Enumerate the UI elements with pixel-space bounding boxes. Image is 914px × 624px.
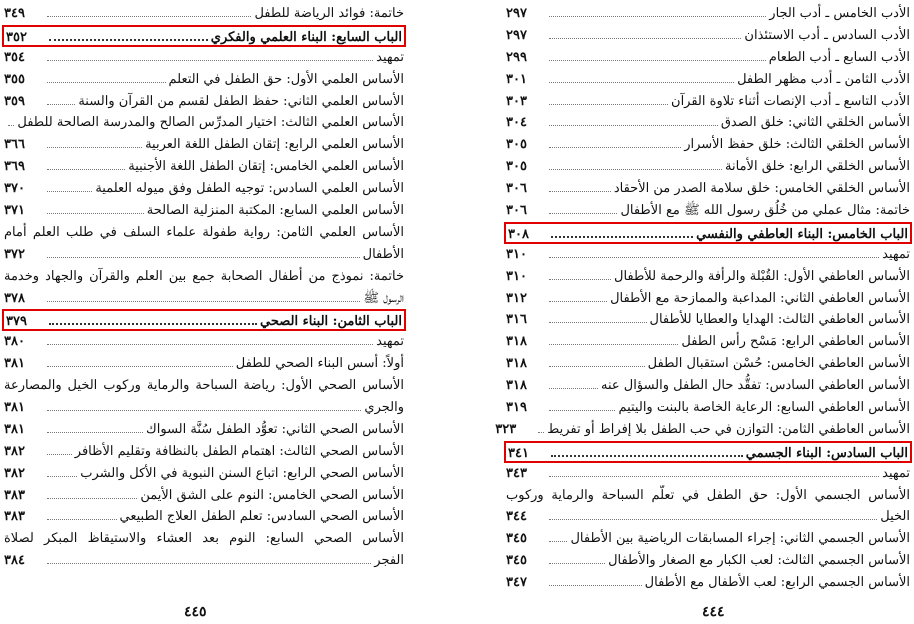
- entry-title: الأساس الصحي السابع: النوم بعد العشاء والاستيقاظ المبكر لصلاة: [4, 531, 404, 547]
- entry-title: تمهيد: [882, 246, 910, 262]
- toc-entry: [4, 419, 404, 441]
- toc-entry: [4, 112, 404, 134]
- toc-entry: [506, 309, 910, 331]
- entry-title: الأدب الثامن ـ أدب مظهر الطفل: [737, 71, 910, 87]
- dot-leader: [47, 366, 233, 367]
- entry-title: الأساس الجسمي الثاني: إجراء المسابقات الرياضية بين الأطفال: [570, 531, 910, 547]
- entry-title: الأساس العلمي الثالث: اختيار المدرِّس الصالح والمدرسة الصالحة للطفل: [17, 115, 404, 131]
- toc-entry: [506, 572, 910, 594]
- toc-list-left: [4, 3, 404, 572]
- chapter-heading: [2, 309, 406, 331]
- chapter-heading: [504, 222, 912, 244]
- entry-page-number: ٣٤١: [508, 445, 529, 461]
- dot-leader: [549, 82, 734, 83]
- entry-page-number: ٣٠٦: [506, 181, 527, 197]
- entry-page-number: ٣٧٨: [4, 290, 25, 306]
- entry-title: الأساس الجسمي الأول: حق الطفل في تعلُّم السباحة والرماية وركوب: [506, 487, 910, 503]
- entry-page-number: ٣٤٩: [4, 6, 25, 21]
- entry-title: الأساس الخلقي الرابع: خلق الأمانة: [725, 159, 910, 175]
- entry-page-number: ٣١٦: [506, 312, 527, 328]
- dot-leader: [549, 38, 741, 39]
- toc-entry: [4, 3, 404, 25]
- entry-title: الأساس العاطفي الأول: القُبْلة والرأفة والرحمة للأطفال: [614, 268, 910, 284]
- toc-entry: [506, 266, 910, 288]
- toc-entry: [4, 178, 404, 200]
- dot-leader: [538, 432, 544, 433]
- entry-title: الأساس العاطفي السابع: الرعاية الخاصة بالبنت واليتيم: [618, 400, 910, 416]
- dot-leader: [549, 279, 611, 280]
- entry-page-number: ٣٧١: [4, 203, 25, 219]
- page-number-left: ٤٤٥: [184, 604, 207, 620]
- entry-title: الأساس العلمي الثامن: رواية طفولة علماء السلف في طلب العلم أمام: [4, 224, 404, 240]
- toc-entry: [506, 69, 910, 91]
- toc-entry: [4, 331, 404, 353]
- dot-leader: [549, 169, 722, 170]
- entry-title: الأساس العلمي السابع: المكتبة المنزلية الصالحة: [146, 203, 404, 219]
- entry-page-number: ٣٨٣: [4, 487, 25, 503]
- entry-title: الباب السابع: البناء العلمي والفكري: [210, 29, 402, 45]
- entry-page-number: ٣٧٩: [6, 314, 27, 330]
- chapter-heading: [2, 25, 406, 47]
- entry-title: تمهيد: [376, 49, 404, 65]
- toc-entry: [506, 463, 910, 485]
- toc-entry: [4, 200, 404, 222]
- entry-page-number: ٣١٨: [506, 378, 527, 394]
- entry-page-number: [0, 112, 5, 134]
- entry-page-number: ٣١٩: [506, 400, 527, 416]
- dot-leader: [47, 432, 143, 433]
- dot-leader: [47, 476, 77, 477]
- entry-title: الأساس العلمي الأول: حق الطفل في التعلم: [168, 71, 404, 87]
- dot-leader: [549, 563, 605, 564]
- entry-title: الأساس الصحي السادس: تعلم الطفل العلاج الطبيعي: [119, 509, 404, 525]
- entry-title: الأساس الخلقي الثالث: خلق حفظ الأسرار: [684, 137, 910, 153]
- entry-title: الأساس الجسمي الثالث: لعب الكبار مع الصغار والأطفال: [608, 553, 910, 569]
- toc-entry: [506, 331, 910, 353]
- toc-entry: [4, 47, 404, 69]
- dot-leader: [549, 104, 668, 105]
- entry-title-continued: الرسول ﷺ: [363, 290, 404, 306]
- entry-title: الأساس الصحي الرابع: اتباع السنن النبوية في الأكل والشرب: [80, 465, 404, 481]
- entry-page-number: ٣١٠: [506, 268, 527, 284]
- entry-title: الأساس الصحي الأول: رياضة السباحة والرماية وركوب الخيل والمصارعة: [4, 378, 404, 394]
- dot-leader: [549, 388, 598, 389]
- toc-entry: [495, 419, 910, 441]
- dot-leader: [47, 104, 75, 105]
- dot-leader: [549, 125, 718, 126]
- right-page: [495, 3, 910, 624]
- entry-page-number: ٣٤٥: [506, 553, 527, 569]
- dot-leader: [47, 563, 371, 564]
- entry-page-number: ٣٠٥: [506, 159, 527, 175]
- entry-page-number: ٣١٠: [506, 246, 527, 262]
- toc-entry: [4, 91, 404, 113]
- dot-leader: [549, 60, 766, 61]
- entry-title: خاتمة: نموذج من أطفال الصحابة جمع بين العلم والقرآن والجهاد وخدمة: [4, 268, 404, 284]
- entry-title: الباب الثامن: البناء الصحي: [260, 314, 402, 330]
- toc-entry: [4, 375, 404, 419]
- gutter: [455, 0, 456, 624]
- toc-entry: [4, 528, 404, 572]
- dot-leader: [549, 410, 615, 411]
- entry-title: الأساس الخلقي الثاني: خلق الصدق: [720, 115, 910, 131]
- entry-title: أولاً: أسس البناء الصحي للطفل: [235, 356, 404, 372]
- dot-leader: [49, 323, 257, 325]
- entry-title: تمهيد: [882, 465, 910, 481]
- entry-title: الأساس العلمي السادس: توجيه الطفل وفق ميوله العلمية: [95, 181, 404, 197]
- dot-leader: [47, 16, 251, 17]
- toc-entry: [506, 47, 910, 69]
- entry-title: الأساس العاطفي الرابع: مَسْح رأس الطفل: [681, 334, 910, 350]
- dot-leader: [549, 191, 611, 192]
- entry-page-number: ٣٧٠: [4, 181, 25, 197]
- entry-page-number: ٣٨٢: [4, 465, 25, 481]
- dot-leader: [47, 60, 373, 61]
- entry-page-number: ٣٢٣: [495, 421, 517, 437]
- dot-leader: [549, 147, 681, 148]
- toc-entry: [506, 288, 910, 310]
- dot-leader: [47, 498, 137, 499]
- left-page: [4, 3, 404, 624]
- entry-page-number: ٣١٨: [506, 356, 527, 372]
- toc-entry: [506, 244, 910, 266]
- toc-entry: [506, 91, 910, 113]
- dot-leader: [49, 39, 208, 41]
- toc-entry: [506, 156, 910, 178]
- entry-page-number: ٣٠٨: [508, 226, 529, 242]
- entry-title: تمهيد: [376, 334, 404, 350]
- toc-entry: [4, 266, 404, 310]
- entry-page-number: ٣١٢: [506, 290, 527, 306]
- entry-page-number: ٣١٨: [506, 334, 527, 350]
- entry-title: الأساس العاطفي السادس: تفقُّد حال الطفل والسؤال عنه: [601, 378, 910, 394]
- dot-leader: [549, 16, 766, 17]
- entry-page-number: ٣٧٢: [4, 246, 25, 262]
- entry-title: خاتمة: فوائد الرياضة للطفل: [254, 6, 404, 21]
- entry-page-number: ٣٠١: [506, 71, 527, 87]
- toc-entry: [4, 463, 404, 485]
- toc-entry: [506, 353, 910, 375]
- dot-leader: [549, 476, 879, 477]
- entry-title-continued: الفجر: [374, 553, 404, 569]
- entry-title: الأساس العلمي الثاني: حفظ الطفل لقسم من القرآن والسنة: [78, 93, 404, 109]
- dot-leader: [47, 82, 166, 83]
- dot-leader: [549, 301, 607, 302]
- toc-entry: [4, 485, 404, 507]
- entry-page-number: ٣٠٥: [506, 137, 527, 153]
- entry-page-number: ٣٠٣: [506, 93, 527, 109]
- toc-entry: [506, 3, 910, 25]
- dot-leader: [551, 236, 693, 238]
- entry-page-number: ٣٤٤: [506, 509, 527, 525]
- toc-entry: [506, 112, 910, 134]
- entry-page-number: ٣٥٩: [4, 93, 25, 109]
- toc-entry: [4, 156, 404, 178]
- entry-title: الأساس العلمي الخامس: إتقان الطفل اللغة الأجنبية: [128, 159, 404, 175]
- dot-leader: [47, 301, 360, 302]
- entry-page-number: ٣٨١: [4, 400, 25, 416]
- entry-title: الأساس العاطفي الخامس: حُسْن استقبال الطفل: [647, 356, 910, 372]
- dot-leader: [551, 455, 743, 457]
- dot-leader: [549, 257, 879, 258]
- chapter-heading: [504, 441, 912, 463]
- toc-entry: [506, 25, 910, 47]
- dot-leader: [549, 519, 877, 520]
- dot-leader: [47, 454, 72, 455]
- toc-entry: [4, 69, 404, 91]
- entry-page-number: ٣٦٩: [4, 159, 25, 175]
- entry-title: الأساس العاطفي الثامن: التوازن في حب الطفل بلا إفراط أو تفريط: [547, 421, 910, 437]
- entry-title: الأساس العاطفي الثالث: الهدايا والعطايا للأطفال: [649, 312, 910, 328]
- entry-title: الأساس العاطفي الثاني: المداعبة والممازحة مع الأطفال: [610, 290, 910, 306]
- dot-leader: [549, 344, 678, 345]
- toc-entry: [506, 528, 910, 550]
- entry-title: الأساس العلمي الرابع: إتقان الطفل اللغة العربية: [145, 137, 404, 153]
- entry-title: الباب الخامس: البناء العاطفي والنفسي: [696, 226, 908, 242]
- toc-entry: [506, 375, 910, 397]
- entry-title: الأدب السابع ـ أدب الطعام: [768, 49, 910, 65]
- toc-entry: [4, 441, 404, 463]
- dot-leader: [549, 541, 567, 542]
- dot-leader: [549, 322, 647, 323]
- dot-leader: [47, 257, 360, 258]
- entry-title: الأساس الجسمي الرابع: لعب الأطفال مع الأطفال: [644, 575, 910, 591]
- entry-title: الأدب التاسع ـ أدب الإنصات أثناء تلاوة القرآن: [671, 93, 910, 109]
- toc-list-right: [495, 3, 910, 594]
- entry-page-number: ٣٨٢: [4, 443, 25, 459]
- toc-entry: [506, 550, 910, 572]
- toc-entry: [4, 506, 404, 528]
- entry-title-continued: الأطفال: [362, 246, 404, 262]
- toc-entry: [4, 222, 404, 266]
- entry-title: الأساس الخلقي الخامس: خلق سلامة الصدر من الأحقاد: [613, 181, 910, 197]
- entry-title: الأدب السادس ـ أدب الاستئذان: [744, 27, 910, 43]
- entry-page-number: ٣٨٣: [4, 509, 25, 525]
- dot-leader: [47, 191, 92, 192]
- dot-leader: [47, 213, 144, 214]
- entry-page-number: ٣٨١: [4, 421, 25, 437]
- entry-page-number: ٣٠٦: [506, 203, 527, 219]
- entry-title: الباب السادس: البناء الجسمي: [745, 445, 908, 461]
- dot-leader: [549, 585, 642, 586]
- toc-entry: [506, 178, 910, 200]
- entry-page-number: ٣٤٧: [506, 575, 527, 591]
- entry-page-number: ٢٩٧: [506, 6, 527, 21]
- entry-page-number: ٣٥٢: [6, 29, 27, 45]
- entry-title: خاتمة: مثال عملي من خُلُق رسول الله ﷺ مع الأطفال: [620, 203, 910, 219]
- dot-leader: [549, 366, 645, 367]
- dot-leader: [8, 125, 14, 126]
- entry-title: الأساس الصحي الخامس: النوم على الشق الأيمن: [140, 487, 404, 503]
- entry-title-continued: الخيل: [880, 509, 910, 525]
- dot-leader: [47, 410, 361, 411]
- dot-leader: [47, 344, 373, 345]
- dot-leader: [549, 213, 617, 214]
- toc-entry: [506, 485, 910, 529]
- entry-page-number: ٢٩٩: [506, 49, 527, 65]
- toc-entry: [506, 134, 910, 156]
- entry-page-number: ٣٤٣: [506, 465, 527, 481]
- entry-page-number: ٣٨٤: [4, 553, 25, 569]
- entry-title: الأساس الصحي الثالث: اهتمام الطفل بالنظافة وتقليم الأظافر: [74, 443, 404, 459]
- entry-page-number: ٣٨٠: [4, 334, 25, 350]
- entry-title: الأدب الخامس ـ أدب الجار: [769, 6, 910, 21]
- toc-entry: [506, 397, 910, 419]
- entry-title: الأساس الصحي الثاني: تعوُّد الطفل سُنَّة السواك: [146, 421, 404, 437]
- entry-page-number: ٣٤٥: [506, 531, 527, 547]
- entry-page-number: ٣٦٦: [4, 137, 25, 153]
- toc-entry: [4, 134, 404, 156]
- page-number-right: ٤٤٤: [702, 604, 725, 620]
- toc-entry: [506, 200, 910, 222]
- dot-leader: [47, 519, 117, 520]
- dot-leader: [47, 169, 125, 170]
- entry-page-number: ٣٠٤: [506, 115, 527, 131]
- dot-leader: [47, 147, 142, 148]
- entry-page-number: ٣٨١: [4, 356, 25, 372]
- entry-page-number: ٢٩٧: [506, 27, 527, 43]
- entry-page-number: ٣٥٤: [4, 49, 25, 65]
- entry-title-continued: والجري: [364, 400, 404, 416]
- toc-entry: [4, 353, 404, 375]
- entry-page-number: ٣٥٥: [4, 71, 25, 87]
